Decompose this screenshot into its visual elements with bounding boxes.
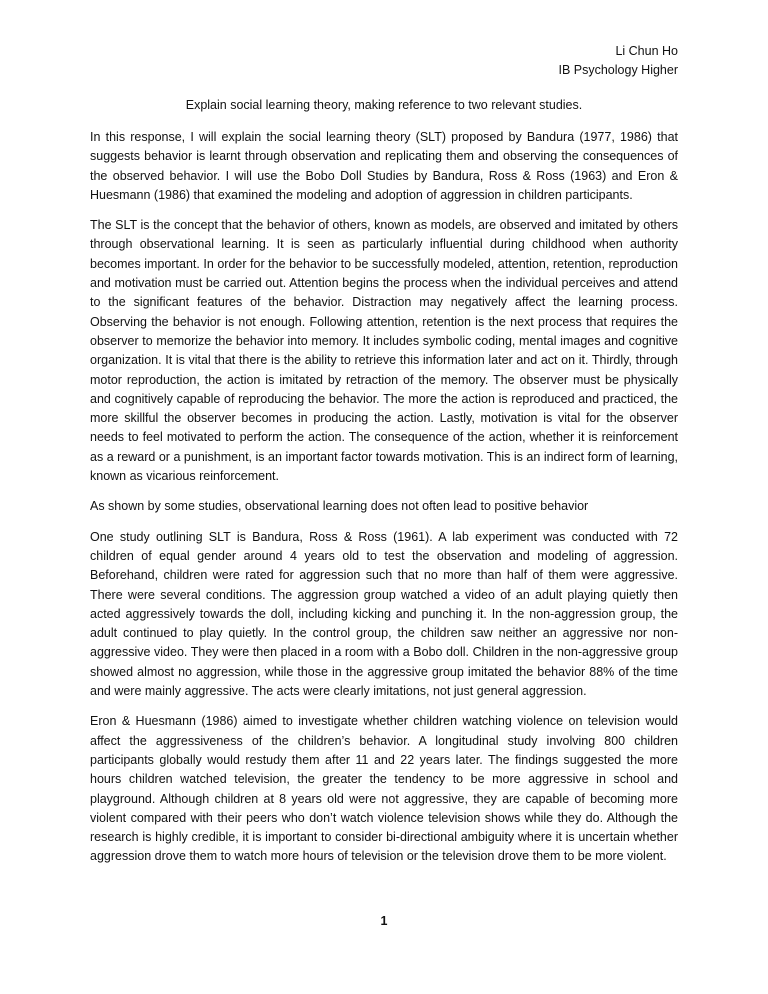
paragraph-introduction: In this response, I will explain the social learning theory (SLT) proposed by Bandura (1977, 1986) that suggests behavior is learnt through observation and replicating them and observing the consequences of the observed behavior. I will use the Bobo Doll Studies by Bandura, Ross & Ross (1963) and Eron & Huesmann (1986) that examined the modeling and adoption of aggression in children participants. xyxy=(90,130,678,202)
essay-question: Explain social learning theory, making reference to two relevant studies. xyxy=(185,98,583,112)
paragraph-bandura-study: One study outlining SLT is Bandura, Ross & Ross (1961). A lab experiment was conducted with 72 children of equal gender around 4 years old to test the observation and modeling of aggression. Beforehand, children were rated for aggression such that no more than half of them were aggressive. There were several conditions. The aggression group watched a video of an adult playing quietly then acted aggressively towards the doll, including kicking and punching it. In the non-aggression group, the adult continued to play quietly. In the control group, the children saw neither an aggressive nor non-aggressive video. They were then placed in a room with a Bobo doll. Children in the non-aggressive group showed almost no aggression, while those in the aggressive group imitated the behavior 88% of the time and were mainly aggressive. The acts were clearly imitations, not just general aggression. xyxy=(90,529,678,699)
page-number: 1 xyxy=(380,914,388,928)
paragraph-transition: As shown by some studies, observational learning does not often lead to positive behavior xyxy=(90,499,589,514)
paragraph-eron-huesmann-study: Eron & Huesmann (1986) aimed to investigate whether children watching violence on television would affect the aggressiveness of the children’s behavior. A longitudinal study involving 800 children participants globally would restudy them after 11 and 22 years later. The findings suggested the more hours children watched television, the greater the tendency to be more aggressive in school and playground. Although children at 8 years old were not aggressive, they are capable of becoming more violent compared with their peers who don’t watch violence television shows while they do. Although the research is highly credible, it is important to consider bi-directional ambiguity where it is uncertain whether aggression drove them to watch more hours of television or the television drove them to be more violent. xyxy=(90,714,678,864)
author-name: Li Chun Ho xyxy=(615,44,678,58)
essay-body xyxy=(90,128,678,878)
course-name: IB Psychology Higher xyxy=(558,63,678,77)
paragraph-slt-explanation: The SLT is the concept that the behavior of others, known as models, are observed and imitated by others through observational learning. It is seen as particularly influential during childhood when authority becomes important. In order for the behavior to be successfully modeled, attention, retention, reproduction and motivation must be carried out. Attention begins the process when the individual perceives and attend to the significant features of the behavior. Distraction may negatively affect the learning process. Observing the behavior is not enough. Following attention, retention is the next process that requires the observer to memorize the behavior into memory. It includes symbolic coding, mental images and cognitive organization. It is vital that there is the ability to retrieve this information later and act on it. Thirdly, through motor reproduction, the action is imitated by retraction of the memory. The observer must be physically and cognitively capable of reproducing the behavior. The more the action is reproduced and practiced, the more skillful the observer becomes in producing the action. Lastly, motivation is vital for the observer needs to feel motivated to perform the action. The consequence of the action, whether it is reinforcement as a reward or a punishment, is an important factor towards motivation. This is an indirect form of learning, known as vicarious reinforcement. xyxy=(90,218,678,484)
document-header xyxy=(558,42,678,80)
